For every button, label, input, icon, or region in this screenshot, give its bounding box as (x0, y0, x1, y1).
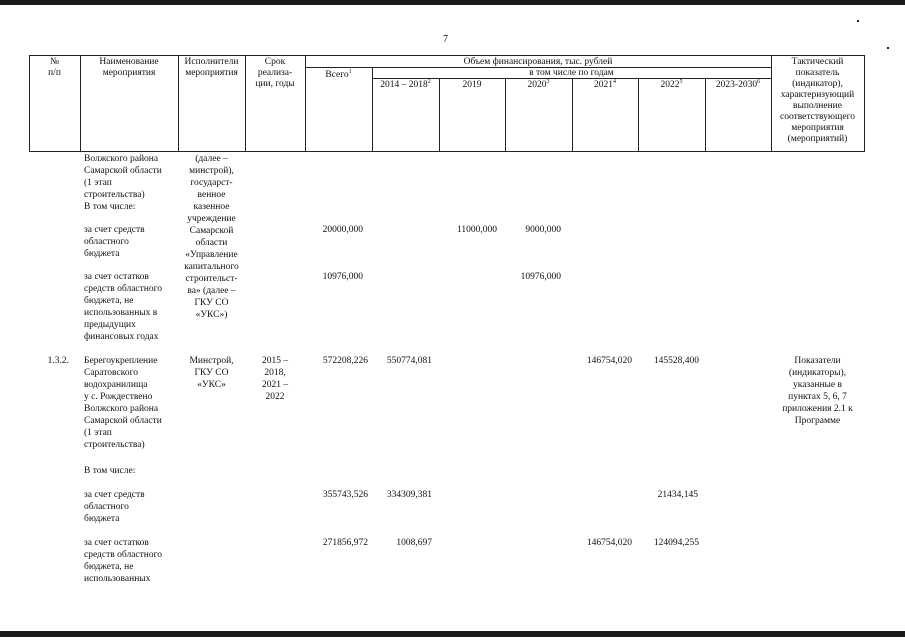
row-1-3-2-regional-budget-2014-2018: 334309,381 (386, 490, 432, 500)
header-event-name: Наименование мероприятия (99, 57, 159, 78)
row-regional-budget-2020: 9000,000 (525, 225, 561, 235)
cont-executors: (далее – минстрой), государст- венное казенное учреждение Самарской области «Управление капитального строительст- ва» (далее – ГКУ СО «УКС») (184, 154, 239, 320)
header-year-2021: 2021$^4$ (594, 78, 616, 90)
scan-top-border (0, 0, 905, 5)
row-1-3-2-2014-2018: 550774,081 (386, 356, 432, 366)
header-year-2022: 2022$^5$ (660, 78, 683, 90)
row-1-3-2-remaining-balances-2022: 124094,255 (653, 538, 699, 548)
header-number: № п/п (48, 57, 61, 78)
header-term: Срок реализа- ции, годы (255, 57, 295, 89)
row-1-3-2-2021: 146754,020 (586, 356, 632, 366)
scan-bottom-border (0, 631, 905, 637)
row-remaining-balances-2020: 10976,000 (520, 272, 561, 282)
header-executors: Исполнители мероприятия (184, 57, 239, 78)
row-regional-budget-total: 20000,000 (322, 225, 363, 235)
header-year-2019: 2019 (462, 80, 482, 90)
row-1-3-2-remaining-balances-name: за счет остатков средств областного бюджета, не использованных (84, 538, 163, 584)
row-regional-budget-name: за счет средств областного бюджета (84, 225, 145, 259)
header-total: Всего$^1$ (325, 68, 352, 80)
row-1-3-2-remaining-balances-total: 271856,972 (322, 538, 368, 548)
row-1-3-2-regional-budget-total: 355743,526 (322, 490, 368, 500)
row-1-3-2-term: 2015 – 2018, 2021 – 2022 (261, 356, 289, 402)
header-financing-volume: Объем финансирования, тыс. рублей (463, 57, 613, 67)
row-1-3-2-remaining-balances-2014-2018: 1008,697 (396, 538, 432, 548)
row-1-3-2-executors: Минстрой, ГКУ СО «УКС» (189, 356, 234, 390)
header-indicator: Тактический показатель (индикатор), характеризующий выполнение соответствующего мероприятия (мероприятий) (780, 57, 855, 144)
header-year-2023-2030: 2023-2030$^6$ (715, 78, 761, 90)
header-year-2020: 2020$^3$ (527, 78, 550, 90)
row-1-3-2-including: В том числе: (84, 466, 136, 476)
row-1-3-2-name: Берегоукрепление Саратовского водохранилища у с. Рождествено Волжского района Самарской области (1 этап строительства) (84, 356, 162, 450)
scan-speck (887, 47, 889, 49)
row-1-3-2-total: 572208,226 (322, 356, 368, 366)
page-number: 7 (443, 34, 448, 45)
row-remaining-balances-name: за счет остатков средств областного бюджета, не использованных в предыдущих финансовых годах (84, 272, 163, 342)
row-1-3-2-regional-budget-name: за счет средств областного бюджета (84, 490, 145, 524)
row-1-3-2-indicator: Показатели (индикаторы), указанные в пунктах 5, 6, 7 приложения 2.1 к Программе (782, 356, 853, 426)
cont-event-name: Волжского района Самарской области (1 этап строительства) В том числе: (84, 154, 162, 212)
header-including-years: в том числе по годам (529, 68, 614, 78)
row-1-3-2-2022: 145528,400 (653, 356, 699, 366)
row-1-3-2-regional-budget-2022: 21434,145 (657, 490, 698, 500)
row-1-3-2-number: 1.3.2. (47, 356, 69, 366)
scan-speck (857, 20, 859, 22)
row-1-3-2-remaining-balances-2021: 146754,020 (586, 538, 632, 548)
row-remaining-balances-total: 10976,000 (322, 272, 363, 282)
header-year-2014-2018: 2014 – 2018$^2$ (380, 78, 431, 90)
row-regional-budget-2019: 11000,000 (456, 225, 497, 235)
